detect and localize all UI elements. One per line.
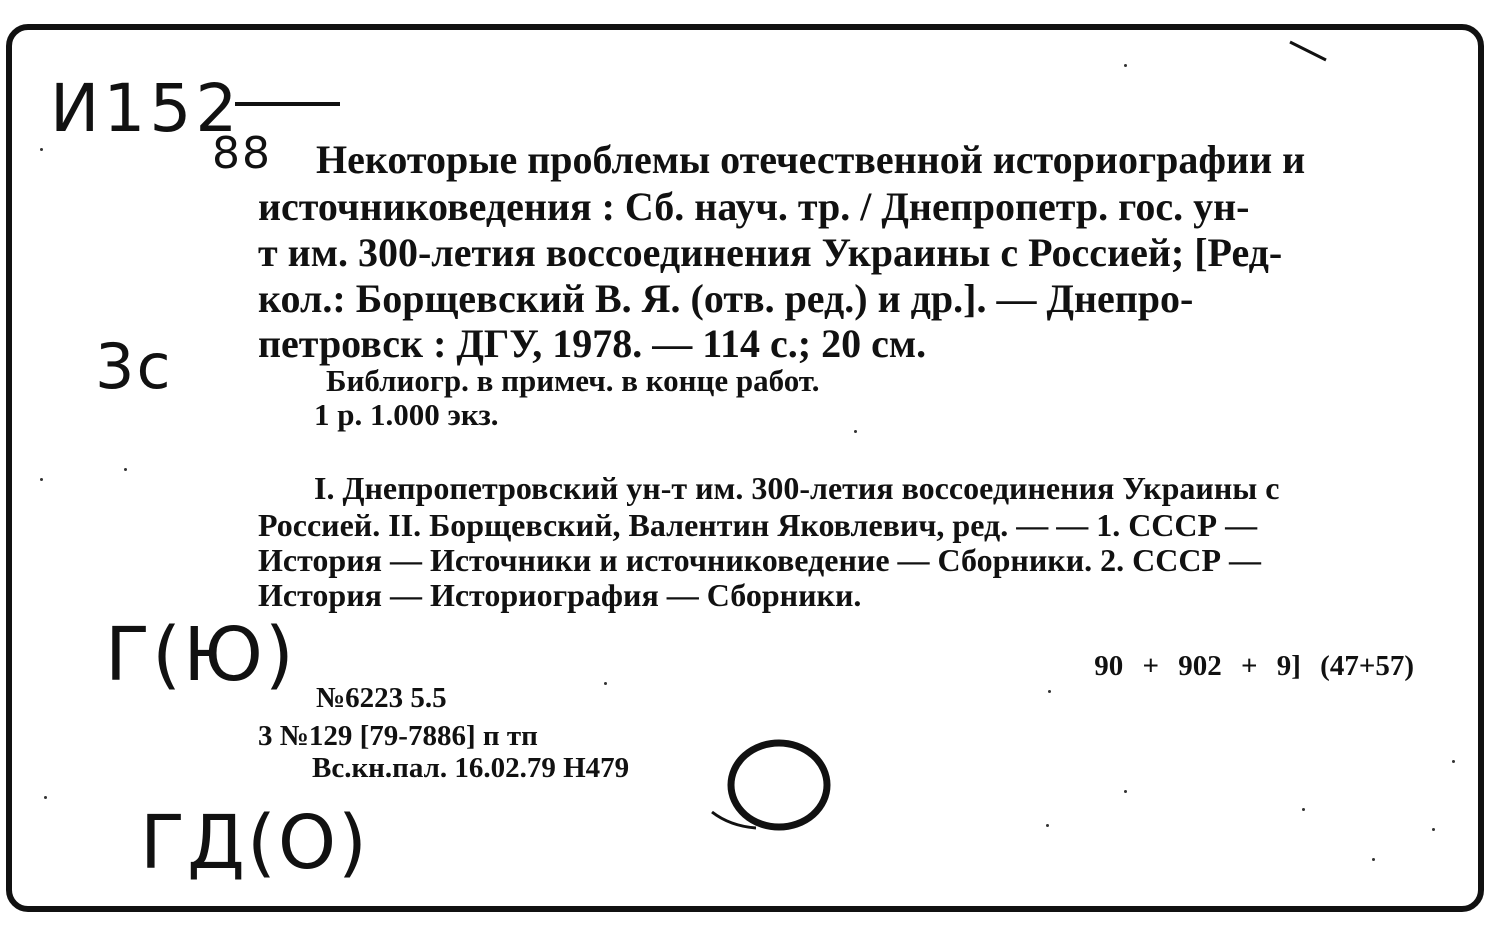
- scan-speck: [124, 468, 127, 471]
- footer-order-number: №6223 5.5: [316, 682, 447, 714]
- handwritten-code-3c: 3с: [95, 330, 173, 403]
- handwritten-code-g-yu: Г(Ю): [105, 612, 296, 698]
- scan-speck: [1124, 790, 1127, 793]
- entry-title-line-3: т им. 300-летия воссоединения Украины с Россией; [Ред-: [258, 230, 1283, 275]
- handwritten-code-gd-o: ГД(О): [140, 800, 369, 886]
- scan-speck: [1046, 824, 1049, 827]
- subjects-line-1: I. Днепропетровский ун-т им. 300-летия воссоединения Украины с: [314, 470, 1280, 506]
- scan-speck: [1452, 760, 1455, 763]
- entry-title-line-2: источниковедения : Сб. науч. тр. / Днепропетр. гос. ун-: [258, 184, 1250, 229]
- corner-stroke: [1290, 42, 1326, 60]
- entry-title-line-1: Некоторые проблемы отечественной историографии и: [316, 137, 1306, 182]
- subjects-line-4: История — Историография — Сборники.: [258, 577, 862, 613]
- classification-index: 90 + 902 + 9] (47+57): [1094, 650, 1414, 682]
- note-bibliography: Библиогр. в примеч. в конце работ.: [326, 363, 820, 398]
- scan-speck: [1124, 64, 1127, 67]
- scan-speck: [1372, 858, 1375, 861]
- footer-book-chamber: Вс.кн.пал. 16.02.79 Н479: [312, 752, 630, 784]
- scan-speck: [44, 796, 47, 799]
- scan-speck: [1302, 808, 1305, 811]
- note-price-print-run: 1 р. 1.000 экз.: [314, 397, 499, 432]
- entry-title-line-5: петровск : ДГУ, 1978. — 114 с.; 20 см.: [258, 321, 927, 366]
- subjects-line-2: Россией. II. Борщевский, Валентин Яковлевич, ред. — — 1. СССР —: [258, 507, 1258, 543]
- subjects-line-3: История — Источники и источниковедение — Сборники. 2. СССР —: [258, 542, 1262, 578]
- scan-speck: [1432, 828, 1435, 831]
- scan-speck: [1048, 690, 1051, 693]
- entry-title-line-4: кол.: Борщевский В. Я. (отв. ред.) и др.]. — Днепро-: [258, 276, 1194, 321]
- scan-speck: [40, 148, 43, 151]
- scan-speck: [604, 682, 607, 685]
- handwritten-number-prefix: 88: [212, 128, 272, 179]
- scan-speck: [40, 478, 43, 481]
- scan-speck: [854, 430, 857, 433]
- handwritten-shelf-code: И152: [50, 70, 242, 147]
- footer-print-number: 3 №129 [79-7886] п тп: [258, 720, 538, 752]
